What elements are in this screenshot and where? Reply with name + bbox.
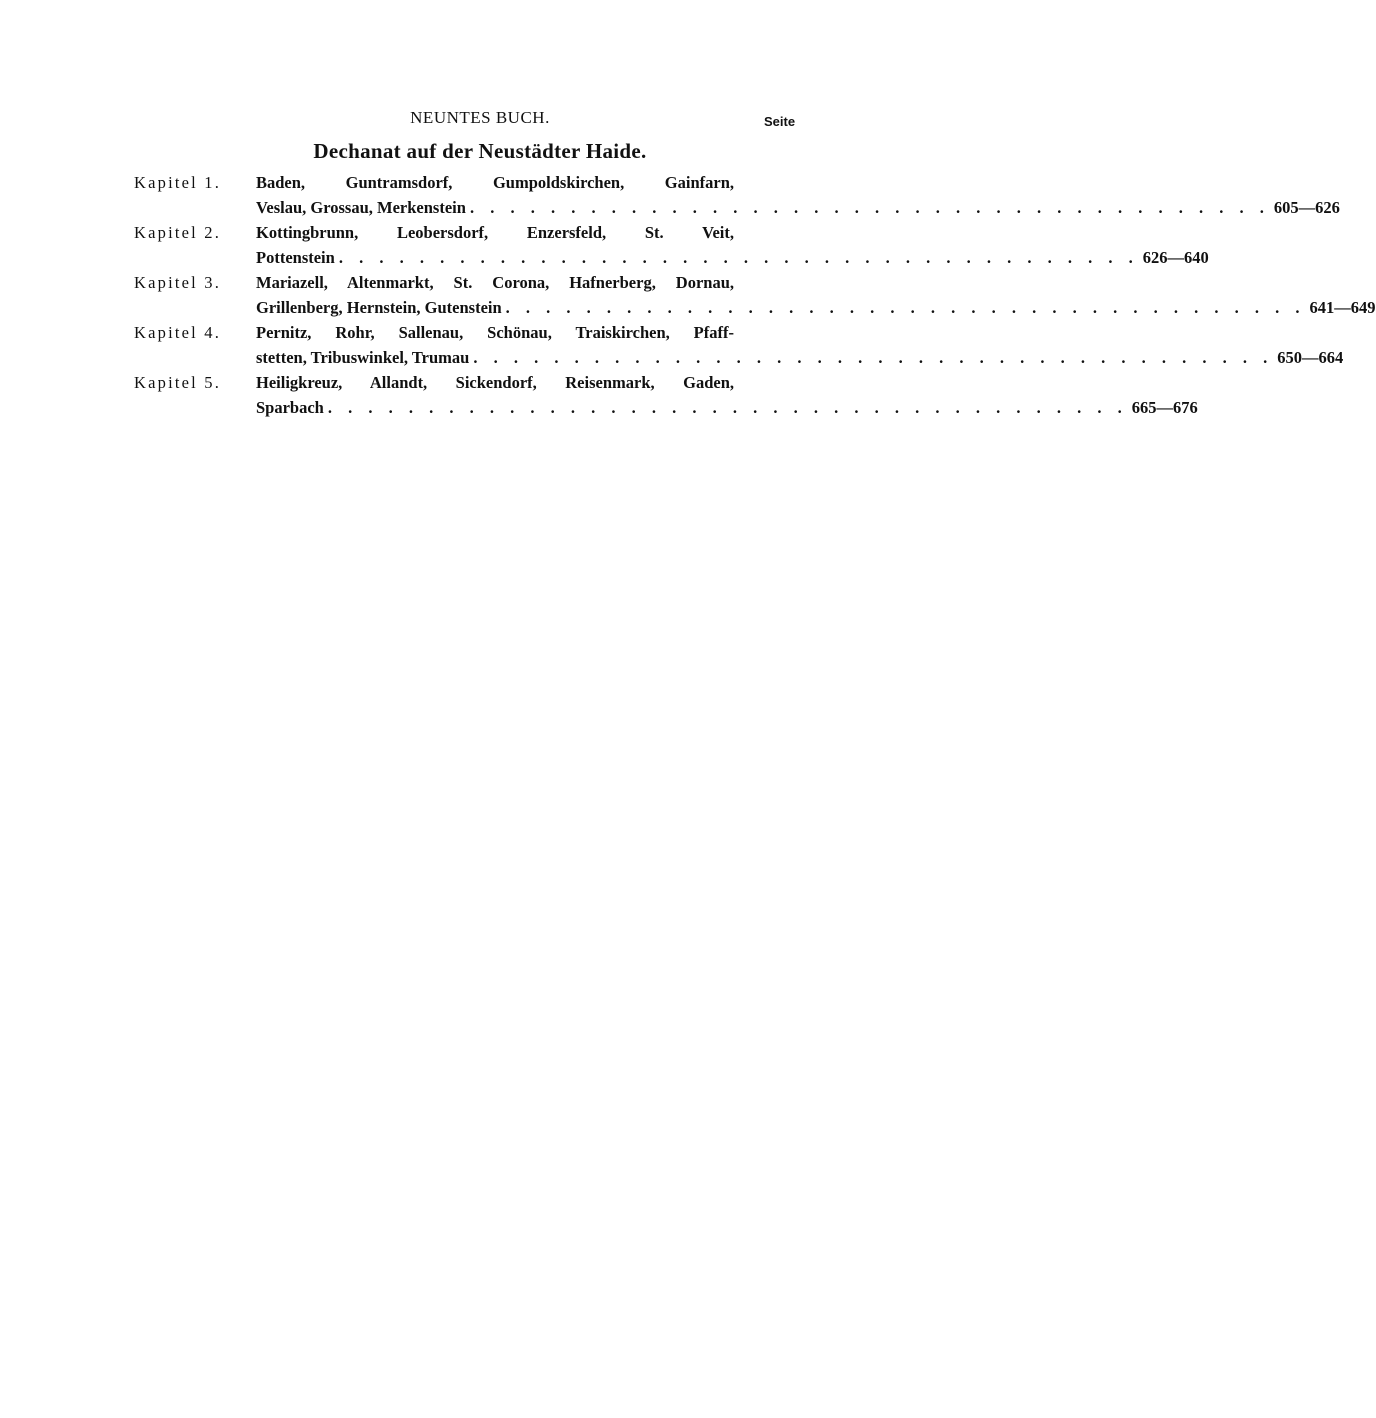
dot-leader: . . . . . . . . . . . . . . . . . . . . . . . . . . . . . . . . . . . . . . . . <box>505 298 1306 317</box>
chapter-places-continuation: Veslau, Grossau, Merkenstein <box>256 198 466 217</box>
toc-entry-4 <box>134 320 1344 370</box>
chapter-places-continuation: Sparbach <box>256 398 324 417</box>
chapter-places-line-1: Kottingbrunn, Leobersdorf, Enzersfeld, St. Veit, <box>256 223 734 242</box>
chapter-places-continuation: stetten, Tribuswinkel, Trumau <box>256 348 470 367</box>
chapter-label: Kapitel 2. <box>134 223 222 242</box>
chapter-places-line-1: Pernitz, Rohr, Sallenau, Schönau, Traiskirchen, Pfaff- <box>256 323 734 342</box>
toc-entry-2 <box>134 220 1209 270</box>
book-title: NEUNTES BUCH. <box>410 108 550 127</box>
page-range: 626—640 <box>1142 248 1209 267</box>
dot-leader: . . . . . . . . . . . . . . . . . . . . . . . . . . . . . . . . . . . . . . . . <box>473 348 1274 367</box>
table-of-contents <box>134 170 1376 420</box>
dot-leader: . . . . . . . . . . . . . . . . . . . . . . . . . . . . . . . . . . . . . . . . <box>469 198 1270 217</box>
chapter-places-continuation: Pottenstein <box>256 248 335 267</box>
dot-leader: . . . . . . . . . . . . . . . . . . . . . . . . . . . . . . . . . . . . . . . . <box>338 248 1139 267</box>
chapter-places-line-1: Heiligkreuz, Allandt, Sickendorf, Reisenmark, Gaden, <box>256 373 734 392</box>
chapter-places-line-2 <box>256 345 1344 370</box>
chapter-places-line-1: Mariazell, Altenmarkt, St. Corona, Hafnerberg, Dornau, <box>256 273 734 292</box>
toc-entry-1 <box>134 170 1340 220</box>
page-range: 605—626 <box>1273 198 1340 217</box>
chapter-places-line-2 <box>256 295 1376 320</box>
page-range: 650—664 <box>1277 348 1344 367</box>
toc-entry-5 <box>134 370 1198 420</box>
toc-entry-3 <box>134 270 1376 320</box>
page-column-label: Seite <box>764 114 796 129</box>
chapter-label: Kapitel 4. <box>134 323 222 342</box>
section-title: Dechanat auf der Neustädter Haide. <box>313 139 647 163</box>
chapter-places-line-2 <box>256 195 1340 220</box>
chapter-places-line-2 <box>256 395 1198 420</box>
dot-leader: . . . . . . . . . . . . . . . . . . . . . . . . . . . . . . . . . . . . . . . . <box>327 398 1128 417</box>
page-range: 665—676 <box>1131 398 1198 417</box>
chapter-label: Kapitel 3. <box>134 273 222 292</box>
chapter-label: Kapitel 1. <box>134 173 222 192</box>
chapter-places-continuation: Grillenberg, Hernstein, Gutenstein <box>256 298 502 317</box>
chapter-places-line-2 <box>256 245 1209 270</box>
page-range: 641—649 <box>1309 298 1376 317</box>
chapter-places-line-1: Baden, Guntramsdorf, Gumpoldskirchen, Gainfarn, <box>256 173 734 192</box>
chapter-label: Kapitel 5. <box>134 373 222 392</box>
